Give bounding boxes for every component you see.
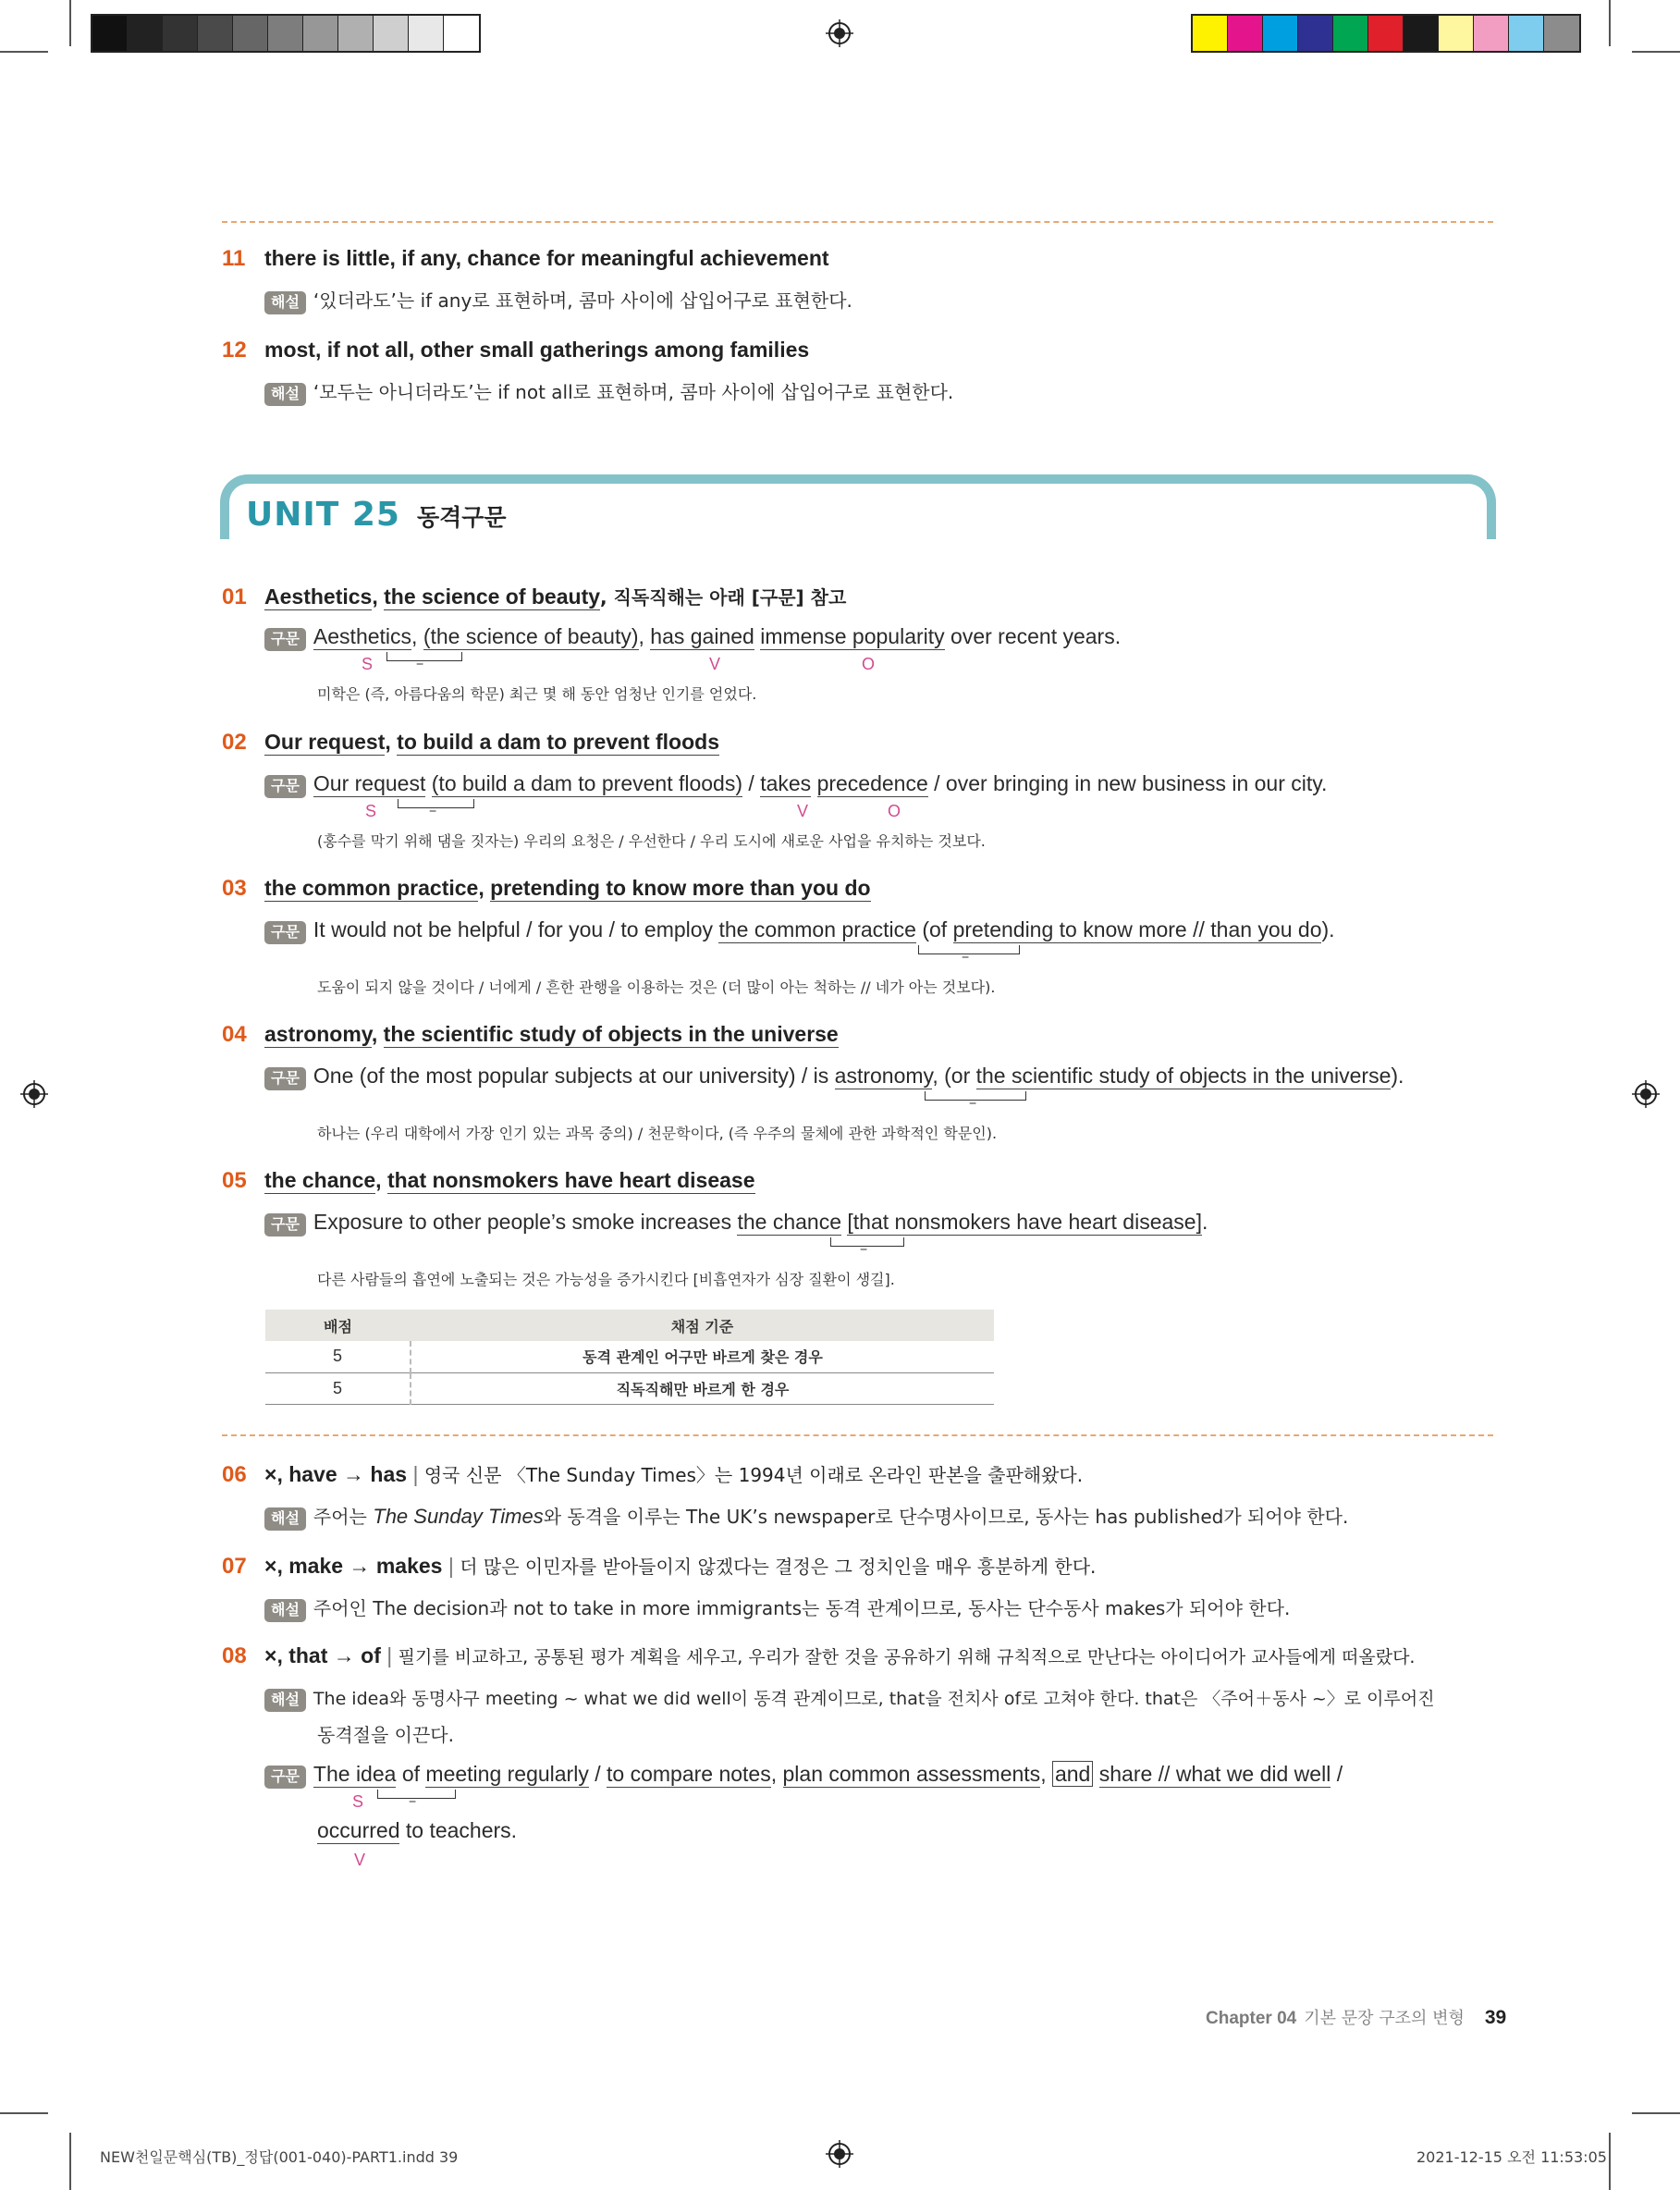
structure-row [264, 1064, 1404, 1090]
item-number: 11 [222, 246, 246, 271]
answer-phrase: pretending to know more than you do [490, 876, 871, 900]
incorrect-mark: × [264, 1554, 277, 1578]
crop-mark [1632, 51, 1680, 53]
sentence-text [425, 771, 431, 795]
sentence-purpose: share // what we did well [1098, 1762, 1331, 1786]
answer-item-07 [222, 1552, 1096, 1580]
sentence-verb: occurred [317, 1818, 400, 1842]
answer-item-06 [222, 1460, 1083, 1488]
sentence-text: / [588, 1762, 607, 1786]
separator: , [478, 876, 491, 900]
answer-item-02 [222, 730, 719, 756]
incorrect-mark: × [264, 1462, 277, 1486]
answer-phrase: the scientific study of objects in the universe [383, 1022, 839, 1046]
sentence-text [1093, 1762, 1098, 1786]
sentence-object: immense popularity [760, 624, 945, 648]
explanation-text: 주어인 The decision과 not to take in more immigrants는 동격 관계이므로, 동사는 단수동사 makes가 되어야 한다. [313, 1597, 1291, 1619]
correction: , that → of [276, 1643, 381, 1667]
sentence-text: ). [1321, 917, 1335, 941]
structure-tag: 구문 [264, 1067, 306, 1090]
explanation-row [264, 1502, 1348, 1531]
equals-sign: = [860, 1240, 868, 1255]
appositive-bracket [386, 652, 462, 661]
explanation-row-continued [317, 1720, 454, 1747]
sentence-text [811, 771, 816, 795]
structure-tag: 구문 [264, 628, 306, 651]
translation: 도움이 되지 않을 것이다 / 너에게 / 흔한 관행을 이용하는 것은 (더 많이 아는 척하는 // 네가 아는 것보다). [317, 978, 996, 996]
answer-phrase: to build a dam to prevent floods [397, 730, 719, 754]
answer-phrase: the science of beauty [384, 584, 601, 609]
explanation-text: 주어는 [313, 1506, 374, 1528]
sentence-text: One (of the most popular subjects at our university) / is [313, 1064, 835, 1088]
item-number: 08 [222, 1643, 247, 1668]
structure-tag: 구문 [264, 1766, 306, 1789]
explanation-text: ‘모두는 아니더라도’는 if not all로 표현하며, 콤마 사이에 삽입어구로 표현한다. [313, 381, 954, 403]
section-divider [222, 221, 1493, 223]
separator: , [375, 1168, 387, 1192]
divider: | [442, 1554, 460, 1578]
score-cell: 5 [265, 1372, 411, 1404]
answer-phrase: the chance [264, 1168, 376, 1192]
sentence-text: ). [1391, 1064, 1404, 1088]
criterion-cell: 동격 관계인 어구만 바르게 찾은 경우 [411, 1341, 994, 1372]
unit-header [246, 496, 507, 534]
sentence-head-noun: the common practice [718, 917, 916, 941]
crop-mark [1609, 2133, 1611, 2190]
explanation-tag: 해설 [264, 1599, 306, 1622]
sentence-text: to teachers. [399, 1818, 518, 1842]
sentence-verb: takes [760, 771, 812, 795]
structure-row [264, 1762, 1343, 1789]
explanation-tag: 해설 [264, 291, 306, 314]
incorrect-mark: × [264, 1643, 277, 1667]
explanation-text: 와 동격을 이루는 The UK’s newspaper로 단수명사이므로, 동사는 has published가 되어야 한다. [543, 1506, 1349, 1528]
chapter-label: Chapter 04 [1206, 2009, 1297, 2028]
explanation-italic: The Sunday Times [373, 1505, 544, 1528]
sentence-text: Exposure to other people’s smoke increases [313, 1210, 738, 1234]
correction: , make → makes [276, 1554, 443, 1578]
score-cell: 5 [265, 1341, 411, 1372]
sentence-text: It would not be helpful / for you / to employ [313, 917, 719, 941]
explanation-tag: 해설 [264, 383, 306, 406]
translation: 더 많은 이민자를 받아들이지 않겠다는 결정은 그 정치인을 매우 흥분하게 한다. [460, 1556, 1097, 1578]
explanation-row [264, 377, 953, 406]
divider: | [380, 1643, 399, 1667]
registration-mark-icon [20, 1080, 48, 1108]
sentence-purpose: to compare notes [607, 1762, 771, 1786]
sentence-text: / over bringing in new business in our city. [927, 771, 1328, 795]
structure-row [264, 771, 1327, 798]
answer-item-03 [222, 876, 871, 902]
answer-item-12 [222, 338, 809, 363]
scoring-table [265, 1310, 994, 1405]
crop-mark [0, 51, 48, 53]
separator: , [372, 584, 385, 609]
answer-phrase: the common practice [264, 876, 479, 900]
sentence-subject: Our request [313, 771, 426, 795]
object-mark: O [888, 802, 901, 820]
sentence-appositive: the scientific study of objects in the universe [975, 1064, 1392, 1088]
crop-mark [1632, 2112, 1680, 2114]
sentence-object: precedence [816, 771, 928, 795]
unit-label: UNIT 25 [246, 496, 400, 534]
sentence-subject: Aesthetics [313, 624, 412, 648]
slug-datetime: 2021-12-15 오전 11:53:05 [1416, 2148, 1607, 2166]
answer-item-11 [222, 246, 829, 272]
translation: (홍수를 막기 위해 댐을 짓자는) 우리의 요청은 / 우선한다 / 우리 도시에 새로운 사업을 유치하는 것보다. [317, 832, 986, 850]
item-number: 03 [222, 876, 247, 901]
section-divider [222, 1434, 1493, 1436]
explanation-text: 동격절을 이끈다. [317, 1724, 454, 1746]
registration-mark-icon [826, 19, 853, 47]
cmyk-color-bar [1191, 14, 1581, 53]
structure-tag: 구문 [264, 775, 306, 798]
table-header-row [265, 1310, 994, 1341]
separator: , [385, 730, 398, 754]
answer-note: , 직독직해는 아래 [구문] 참고 [600, 586, 847, 609]
item-number: 05 [222, 1168, 247, 1193]
subject-mark: S [362, 655, 374, 673]
criterion-cell: 직독직해만 바르게 한 경우 [411, 1372, 994, 1404]
sentence-head-noun: the chance [737, 1210, 842, 1234]
sentence-text: , (or [932, 1064, 976, 1088]
equals-sign: = [409, 1792, 417, 1807]
crop-mark [0, 2112, 48, 2114]
translation: 영국 신문 〈The Sunday Times〉는 1994년 이래로 온라인 판본을 출판해왔다. [423, 1464, 1084, 1486]
answer-item-05 [222, 1168, 755, 1194]
chapter-title: 기본 문장 구조의 변형 [1304, 2009, 1465, 2028]
registration-mark-icon [1632, 1080, 1660, 1108]
explanation-row [264, 286, 852, 314]
header-criterion: 채점 기준 [411, 1310, 994, 1341]
sentence-text: , [770, 1762, 783, 1786]
sentence-text: over recent years. [944, 624, 1122, 648]
structure-row [264, 1210, 1208, 1236]
structure-row-continued [317, 1818, 517, 1843]
page-number: 39 [1484, 2007, 1507, 2028]
appositive-bracket [377, 1790, 456, 1799]
answer-phrase: Our request [264, 730, 386, 754]
translation: 미학은 (즉, 아름다움의 학문) 최근 몇 해 동안 엄청난 인기를 얻었다. [317, 685, 757, 703]
sentence-appositive: [that nonsmokers have heart disease] [847, 1210, 1202, 1234]
sentence-subject: The idea [313, 1762, 397, 1786]
subject-mark: S [365, 802, 377, 820]
sentence-appositive: (the science of beauty) [423, 624, 639, 648]
sentence-text: . [1201, 1210, 1208, 1234]
divider: | [407, 1462, 424, 1486]
explanation-row [264, 1685, 1435, 1712]
crop-mark [1609, 0, 1611, 46]
verb-mark: V [709, 655, 721, 673]
answer-phrase: Aesthetics [264, 584, 373, 609]
slug-filename: NEW천일문핵심(TB)_정답(001-040)-PART1.indd 39 [100, 2148, 459, 2166]
structure-row [264, 917, 1335, 944]
answer-item-04 [222, 1022, 839, 1048]
equals-sign: = [969, 1094, 977, 1109]
sentence-text: / [742, 771, 761, 795]
answer-phrase: that nonsmokers have heart disease [386, 1168, 755, 1192]
item-number: 04 [222, 1022, 247, 1047]
correction: , have → has [276, 1462, 408, 1486]
item-number: 07 [222, 1554, 247, 1579]
table-row [265, 1341, 994, 1372]
sentence-text: of [396, 1762, 426, 1786]
explanation-text: The idea와 동명사구 meeting ~ what we did well이 동격 관계이므로, that을 전치사 of로 고쳐야 한다. that은 〈주어＋동사 ~〉로 이루어진 [313, 1689, 1435, 1709]
structure-row [264, 624, 1121, 651]
structure-tag: 구문 [264, 921, 306, 944]
verb-mark: V [354, 1851, 366, 1869]
explanation-tag: 해설 [264, 1507, 306, 1531]
sentence-purpose: plan common assessments [782, 1762, 1041, 1786]
verb-mark: V [797, 802, 809, 820]
crop-mark [69, 2133, 71, 2190]
translation: 다른 사람들의 흡연에 노출되는 것은 가능성을 증가시킨다 [비흡연자가 심장 질환이 생길]. [317, 1271, 895, 1288]
explanation-tag: 해설 [264, 1689, 306, 1712]
registration-mark-icon [826, 2140, 853, 2168]
sentence-text: (of [915, 917, 953, 941]
equals-sign: = [416, 655, 424, 670]
explanation-text: ‘있더라도’는 if any로 표현하며, 콤마 사이에 삽입어구로 표현한다. [313, 289, 852, 312]
table-row [265, 1372, 994, 1404]
header-score: 배점 [265, 1310, 411, 1341]
grayscale-color-bar [91, 14, 481, 53]
sentence-appositive: pretending to know more // than you do [952, 917, 1322, 941]
sentence-text: , [411, 624, 423, 648]
equals-sign: = [429, 802, 437, 817]
item-number: 06 [222, 1462, 247, 1487]
sentence-appositive: (to build a dam to prevent floods) [431, 771, 743, 795]
separator: , [371, 1022, 384, 1046]
sentence-appositive: meeting regularly [425, 1762, 589, 1786]
sentence-head-noun: astronomy [834, 1064, 933, 1088]
sentence-verb: has gained [650, 624, 754, 648]
item-number: 01 [222, 584, 247, 609]
answer-item-08 [222, 1643, 1415, 1669]
sentence-text: / [1331, 1762, 1343, 1786]
subject-mark: S [352, 1792, 364, 1811]
sentence-text: , [638, 624, 651, 648]
page-footer [1206, 2005, 1506, 2029]
sentence-text: , [1040, 1762, 1052, 1786]
explanation-row [264, 1593, 1290, 1622]
structure-tag: 구문 [264, 1213, 306, 1236]
answer-text: most, if not all, other small gatherings among families [264, 338, 810, 362]
conjunction-box: and [1052, 1761, 1093, 1787]
answer-text: there is little, if any, chance for meaningful achievement [264, 246, 829, 270]
translation: 하나는 (우리 대학에서 가장 인기 있는 과목 중의) / 천문학이다, (즉 우주의 물체에 관한 과학적인 학문인). [317, 1125, 998, 1142]
crop-mark [69, 0, 71, 46]
equals-sign: = [962, 948, 970, 963]
item-number: 02 [222, 730, 247, 755]
unit-title: 동격구문 [416, 504, 507, 531]
translation: 필기를 비교하고, 공통된 평가 계획을 세우고, 우리가 잘한 것을 공유하기 위해 규칙적으로 만난다는 아이디어가 교사들에게 떠올랐다. [398, 1647, 1416, 1667]
item-number: 12 [222, 338, 247, 363]
object-mark: O [862, 655, 876, 673]
answer-phrase: astronomy [264, 1022, 372, 1046]
answer-item-01 [222, 583, 846, 610]
